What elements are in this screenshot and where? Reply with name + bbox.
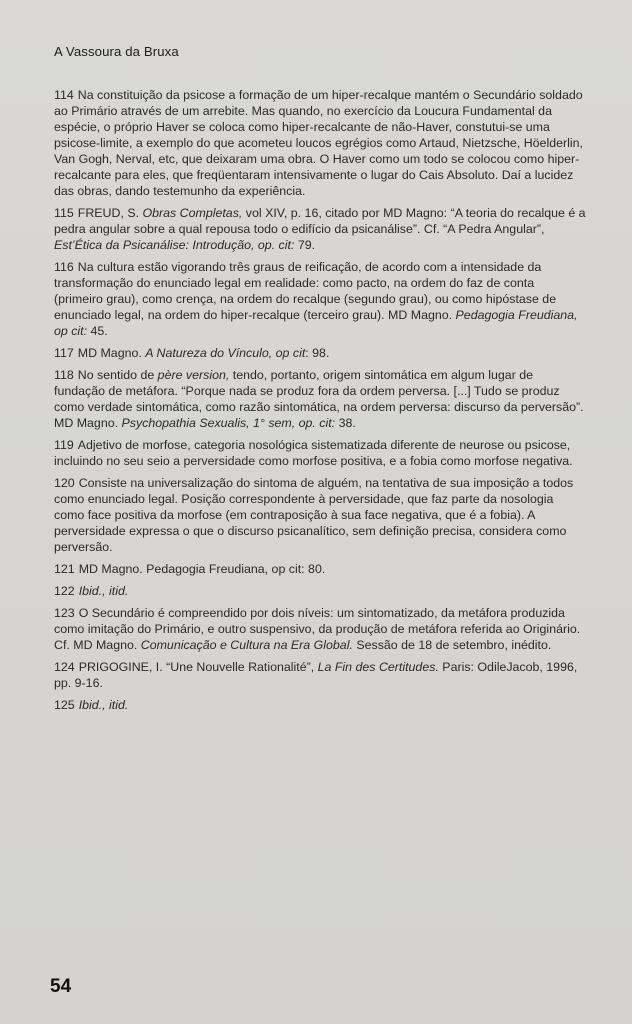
endnote-121 <box>54 561 586 577</box>
endnote-number: 118 <box>54 368 74 382</box>
endnote-number: 124 <box>54 660 75 674</box>
endnote-number: 122 <box>54 584 75 598</box>
endnote-text: 38. <box>335 416 356 430</box>
endnote-italic-text: A Natureza do Vínculo, op cit <box>145 346 306 360</box>
endnote-124 <box>54 659 586 691</box>
endnote-text: : 98. <box>305 346 330 360</box>
endnote-italic-text: Ibid., itid. <box>78 584 129 598</box>
page-number: 54 <box>50 976 72 997</box>
endnote-text: MD Magno. Pedagogia Freudiana, op cit: 80. <box>78 562 326 576</box>
endnote-text: Paris: OdileJacob, 1996, pp. 9-16. <box>54 660 578 690</box>
endnote-text: FREUD, S. <box>77 206 143 220</box>
endnote-italic-text: père version, <box>157 368 230 382</box>
endnote-number: 123 <box>54 606 75 620</box>
endnote-text: No sentido de <box>77 368 158 382</box>
endnote-122 <box>54 583 586 599</box>
endnote-text: Consiste na universalização do sintoma de alguém, na tentativa de sua imposição a todos como enunciado legal. Posição correspondente à perversidade, que faz parte da nosologia como face positiva da morfose (em contraposição à sua face negativa, que é a fobia). A perversidade expressa o que o discurso psicanalítico, sem definição precisa, considera como perversão. <box>54 476 574 554</box>
endnote-number: 116 <box>54 260 74 274</box>
endnote-text: tendo, portanto, origem sintomática em algum lugar de fundação de metáfora. “Porque nada se produz fora da ordem perversa. [...] Tudo se produz como verdade sintomática, como razão sintomática, na ordem perversa: discurso da perversão”. MD Magno. <box>54 368 584 430</box>
endnotes-list <box>54 87 586 719</box>
endnote-117 <box>54 345 586 361</box>
endnote-text: Na cultura estão vigorando três graus de reificação, de acordo com a intensidade da transformação do enunciado legal em realidade: como pacto, na ordem do faz de conta (primeiro grau), como crença, na ordem do recalque (segundo grau), ou como hipóstase de enunciado legal, na ordem do hiper-recalque (terceiro grau). MD Magno. <box>54 260 557 322</box>
endnote-text: PRIGOGINE, I. “Une Nouvelle Rationalité”, <box>78 660 318 674</box>
endnote-text: MD Magno. <box>77 346 146 360</box>
endnote-number: 121 <box>54 562 75 576</box>
endnote-number: 119 <box>54 438 74 452</box>
endnote-number: 117 <box>54 346 74 360</box>
running-head: A Vassoura da Bruxa <box>54 44 179 59</box>
endnote-text: Na constituição da psicose a formação de um hiper-recalque mantém o Secundário soldado ao Primário através de um arrebite. Mas quando, no exercício da Loucura Fundamental da espécie, o próprio Haver se coloca como hiper-recalcante de não-Haver, constutui-se uma psicose-limite, a exemplo do que acometeu loucos egrégios como Artaud, Nietzsche, Höelderlin, Van Gogh, Nerval, etc, que deixaram uma obra. O Haver como um todo se colocou como hiper-recalcante para eles, que freqüentaram intensivamente o lugar do Cais Absoluto. Daí a lucidez das obras, dando testemunho da experiência. <box>54 88 583 198</box>
endnote-number: 120 <box>54 476 75 490</box>
endnote-118 <box>54 367 586 431</box>
endnote-italic-text: Comunicação e Cultura na Era Global. <box>140 638 353 652</box>
endnote-italic-text: Est’Ética da Psicanálise: Introdução, op. cit: <box>54 238 295 252</box>
endnote-italic-text: Psychopathia Sexualis, 1° sem, op. cit: <box>121 416 336 430</box>
endnote-italic-text: Pedagogia Freudiana, op cit: <box>54 308 578 338</box>
endnote-114 <box>54 87 586 199</box>
endnote-text: Adjetivo de morfose, categoria nosológica sistematizada diferente de neurose ou psicose, incluindo no seu seio a perversidade como morfose positiva, e a fobia como morfose negativa. <box>54 438 573 468</box>
endnote-italic-text: La Fin des Certitudes. <box>317 660 439 674</box>
endnote-115 <box>54 205 586 253</box>
endnote-italic-text: Obras Completas, <box>142 206 243 220</box>
endnote-text: Sessão de 18 de setembro, inédito. <box>352 638 552 652</box>
endnote-116 <box>54 259 586 339</box>
endnote-text: 45. <box>87 324 108 338</box>
endnote-123 <box>54 605 586 653</box>
endnote-italic-text: Ibid., itid. <box>78 698 129 712</box>
endnote-119 <box>54 437 586 469</box>
endnote-120 <box>54 475 586 555</box>
endnote-125 <box>54 697 586 713</box>
endnote-text: vol XIV, p. 16, citado por MD Magno: “A teoria do recalque é a pedra angular sobre a qual repousa todo o edifício da psicanálise”. Cf. “A Pedra Angular”, <box>54 206 586 236</box>
endnote-text: O Secundário é compreendido por dois níveis: um sintomatizado, da metáfora produzida como imitação do Primário, e outro suspensivo, da produção de metáfora referida ao Originário. Cf. MD Magno. <box>54 606 581 652</box>
endnote-number: 125 <box>54 698 75 712</box>
endnote-text: 79. <box>294 238 316 252</box>
endnote-number: 114 <box>54 88 74 102</box>
endnote-number: 115 <box>54 206 74 220</box>
